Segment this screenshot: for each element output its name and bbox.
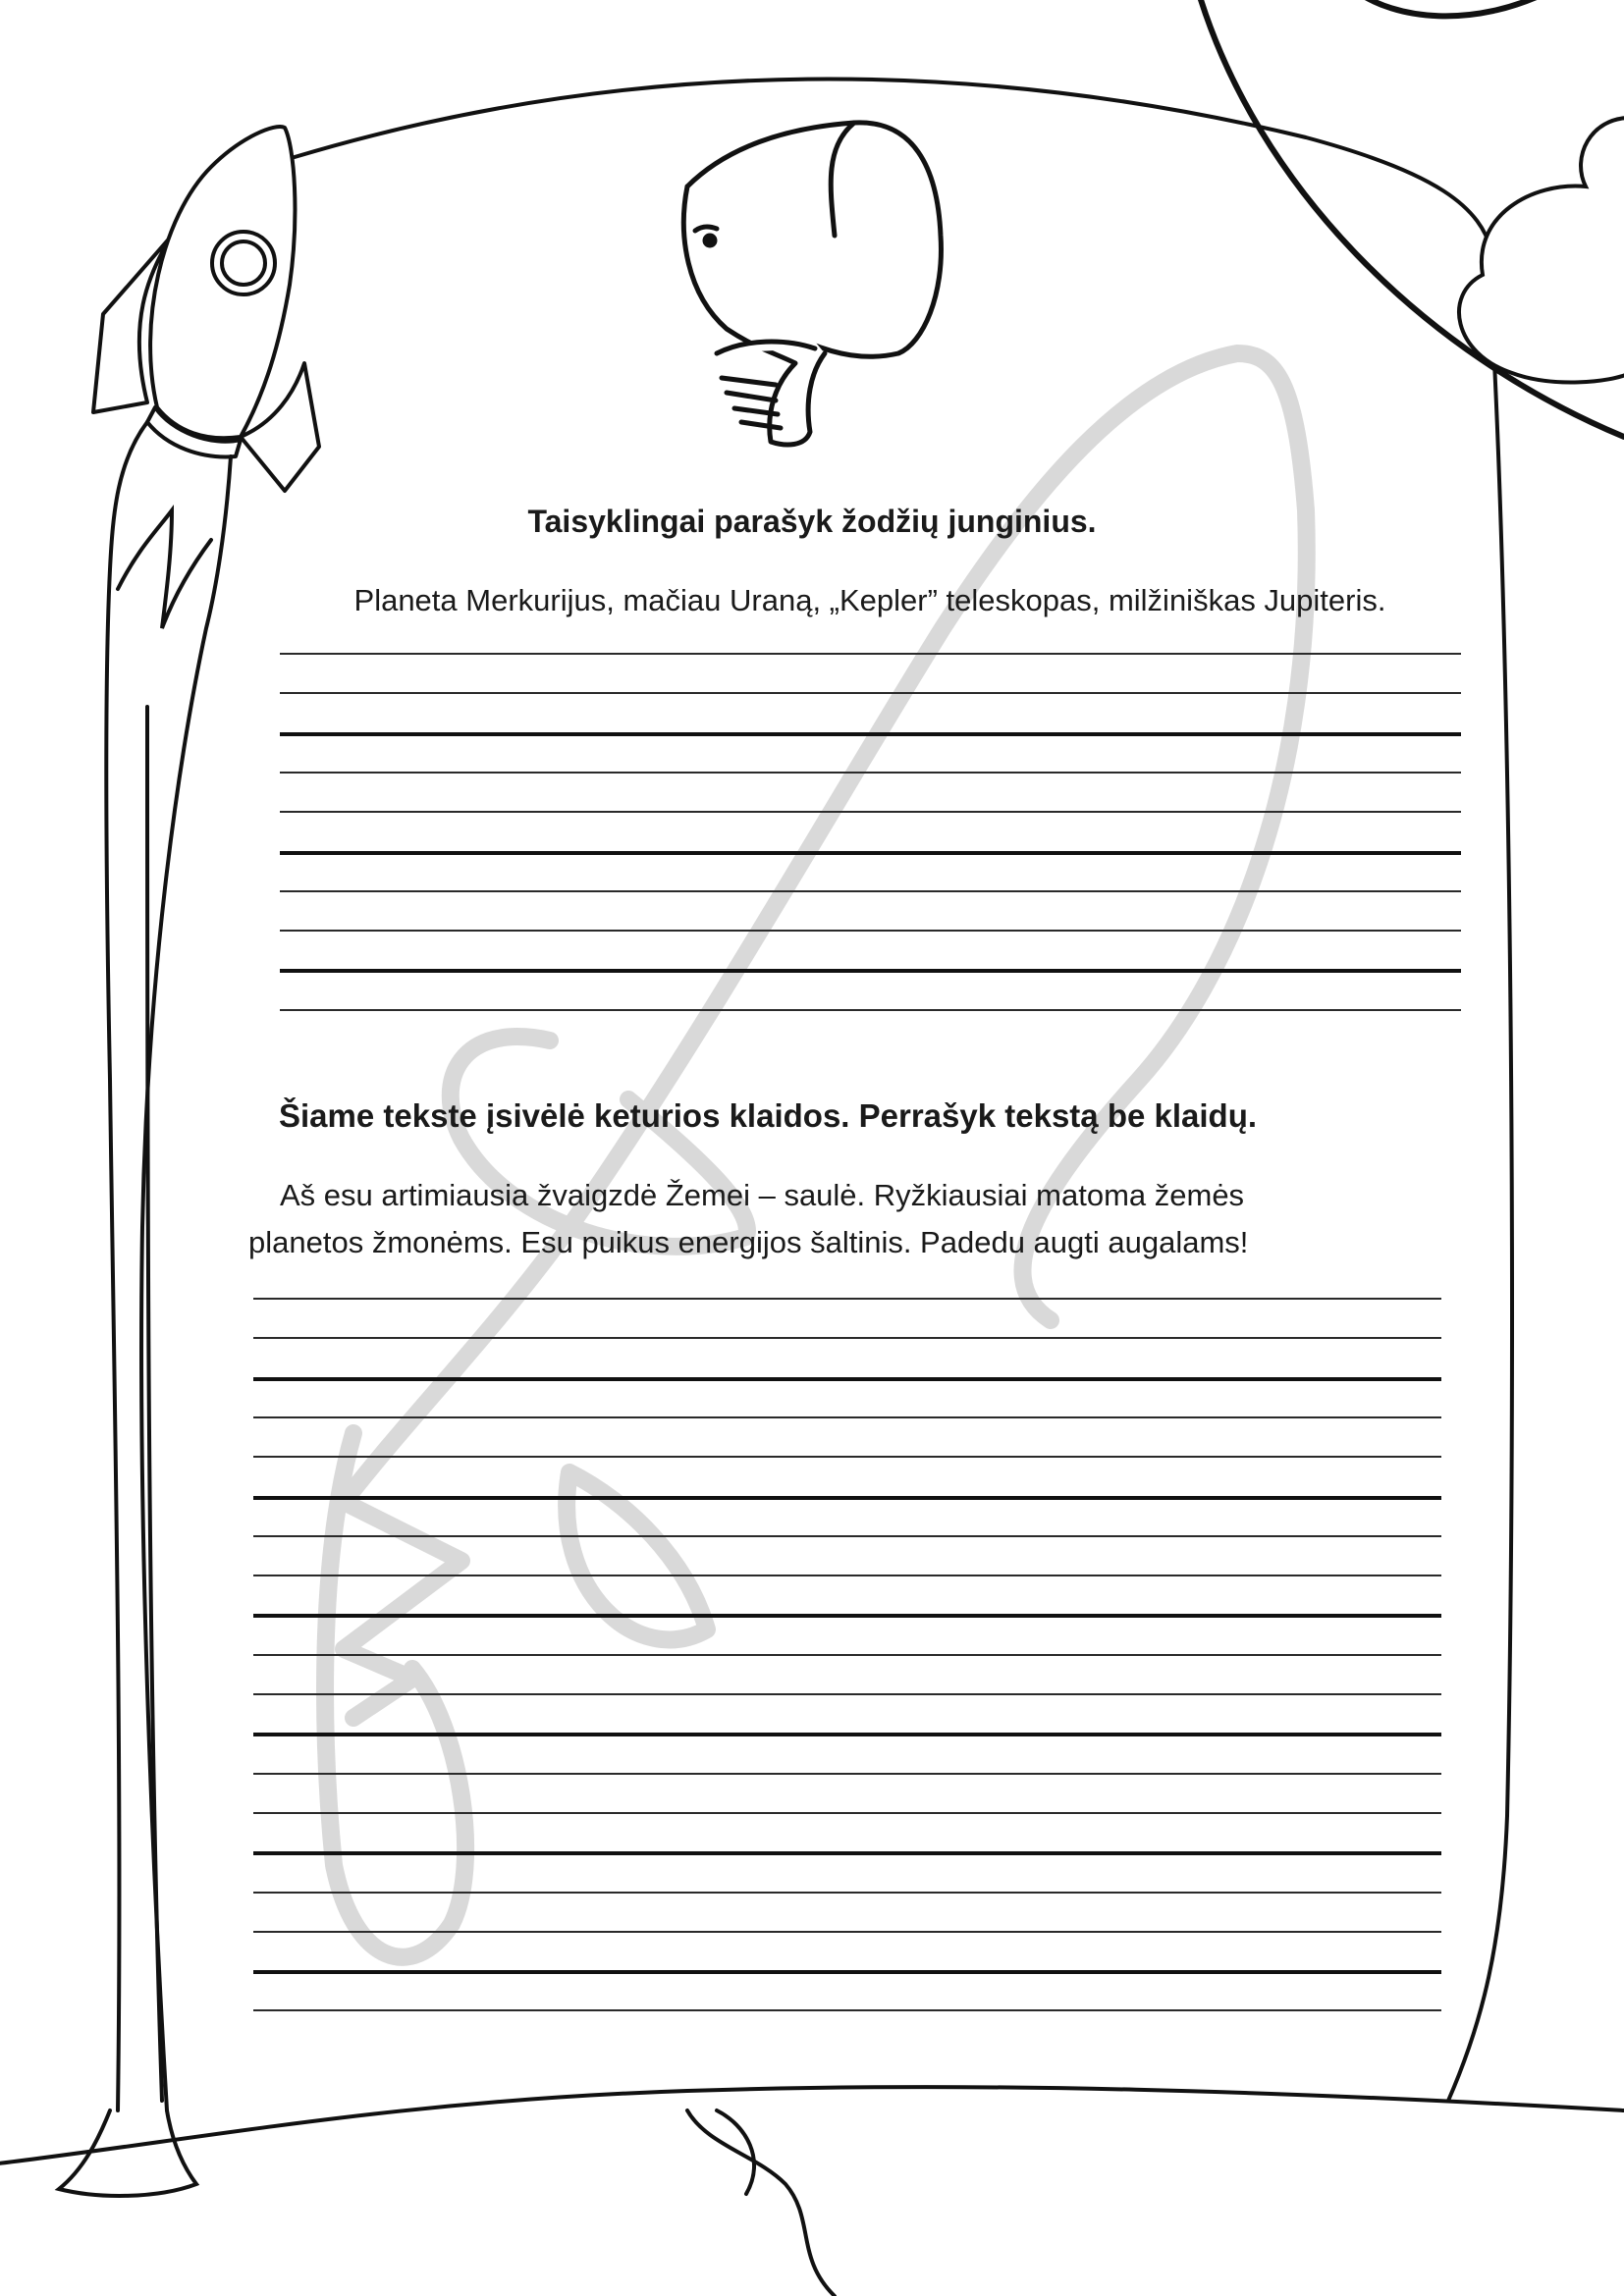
- task1-title: Taisyklingai parašyk žodžių junginius.: [527, 504, 1097, 539]
- task1-answer-lines: [280, 653, 1461, 1026]
- rocket-icon: [93, 127, 319, 491]
- elephant-head-icon: [683, 123, 941, 445]
- answer-line: [253, 1970, 1441, 1974]
- answer-line: [280, 851, 1461, 855]
- rocket-exhaust-trail: [59, 422, 231, 2196]
- answer-line: [253, 1377, 1441, 1381]
- answer-line: [253, 1693, 1441, 1695]
- answer-line: [253, 1773, 1441, 1775]
- answer-line: [280, 930, 1461, 932]
- answer-line: [253, 2009, 1441, 2011]
- answer-line: [253, 1931, 1441, 1933]
- answer-line: [253, 1337, 1441, 1339]
- task2-answer-lines: [253, 1298, 1441, 2014]
- task1-word-list: Planeta Merkurijus, mačiau Uraną, „Kepler” teleskopas, milžiniškas Jupiteris.: [353, 583, 1386, 617]
- task2-text-line: Aš esu artimiausia žvaigzdė Žemei – saulė. Ryžkiausiai matoma žemės: [280, 1178, 1245, 1212]
- answer-line: [253, 1812, 1441, 1814]
- answer-line: [253, 1614, 1441, 1618]
- answer-line: [280, 732, 1461, 736]
- answer-line: [280, 890, 1461, 892]
- answer-line: [280, 653, 1461, 655]
- answer-line: [253, 1416, 1441, 1418]
- answer-line: [280, 811, 1461, 813]
- answer-line: [253, 1456, 1441, 1458]
- ground-outline: [0, 2087, 1624, 2296]
- answer-line: [253, 1733, 1441, 1736]
- answer-line: [253, 1851, 1441, 1855]
- answer-line: [253, 1535, 1441, 1537]
- answer-line: [280, 1009, 1461, 1011]
- answer-line: [253, 1298, 1441, 1300]
- cloud-icon: [1459, 118, 1624, 382]
- task2-text-line: planetos žmonėms. Esu puikus energijos šaltinis. Padedu augti augalams!: [248, 1225, 1249, 1259]
- answer-line: [253, 1654, 1441, 1656]
- answer-line: [280, 969, 1461, 973]
- answer-line: [253, 1496, 1441, 1500]
- answer-line: [253, 1892, 1441, 1894]
- answer-line: [253, 1575, 1441, 1576]
- answer-line: [280, 692, 1461, 694]
- task2-title: Šiame tekste įsivėlė keturios klaidos. Perrašyk tekstą be klaidų.: [279, 1097, 1258, 1134]
- answer-line: [280, 772, 1461, 774]
